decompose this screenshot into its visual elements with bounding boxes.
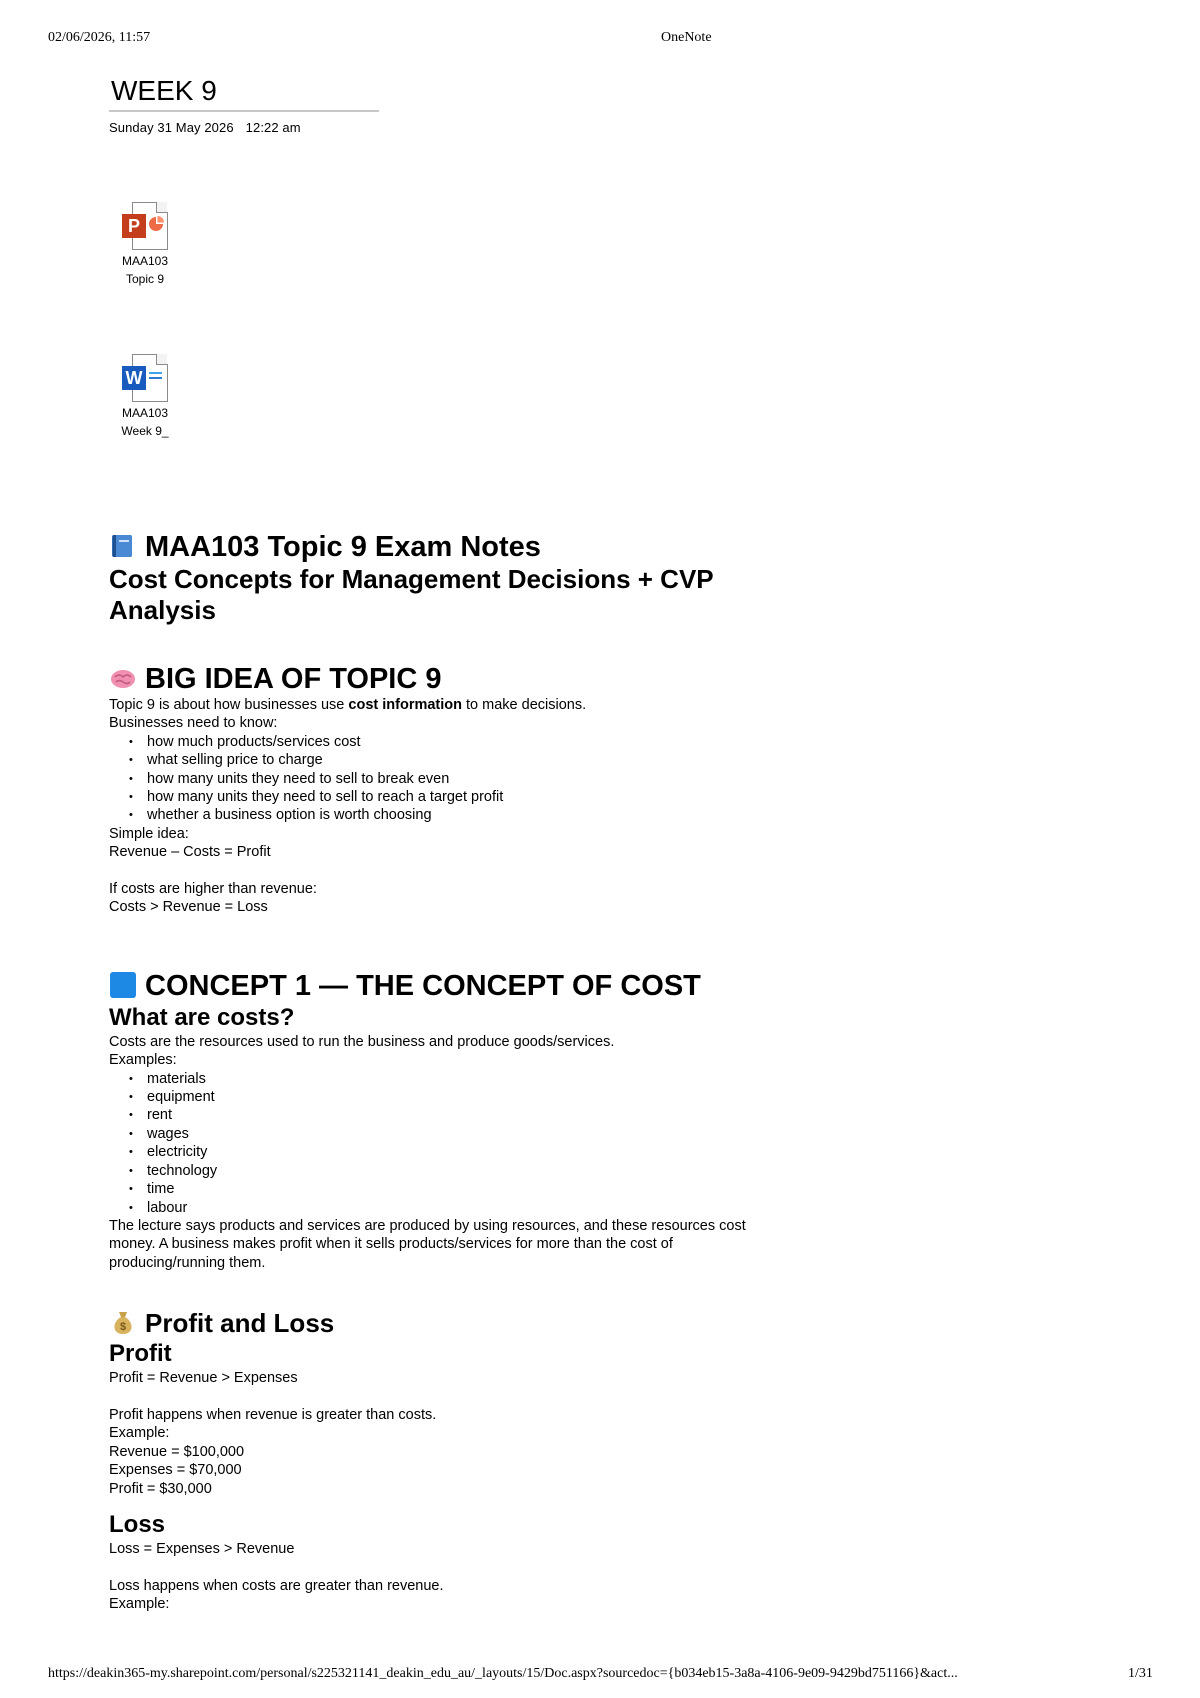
- example-profit: Profit = $30,000: [109, 1480, 212, 1497]
- print-app-name: OneNote: [661, 30, 712, 45]
- powerpoint-file-icon: P: [122, 200, 168, 252]
- svg-text:$: $: [119, 1321, 127, 1334]
- lecture-paragraph: The lecture says products and services are produced by using resources, and these resources cost money. A business makes profit when it sells products/services for more than the cost of producing/running them.: [109, 1217, 746, 1271]
- costs-definition: Costs are the resources used to run the business and produce goods/services.: [109, 1033, 615, 1050]
- list-item: • how many units they need to sell to reach a target profit: [109, 788, 749, 806]
- page-time: 12:22 am: [245, 120, 301, 135]
- page-date: Sunday 31 May 2026: [109, 120, 234, 135]
- profit-formula: Profit = Revenue > Expenses: [109, 1370, 298, 1387]
- example-expenses: Expenses = $70,000: [109, 1462, 242, 1479]
- attachment-powerpoint[interactable]: [110, 200, 174, 288]
- loss-example-label: Example:: [109, 1596, 170, 1613]
- list-item: • labour: [109, 1199, 749, 1217]
- list-item: • materials: [109, 1070, 749, 1088]
- print-header: [0, 30, 1200, 50]
- need-to-know-list: [109, 733, 749, 825]
- attachment-name-line2: Week 9_: [121, 424, 169, 438]
- cost-examples-list: [109, 1070, 749, 1217]
- attachment-name-line2: Topic 9: [125, 272, 165, 286]
- example-revenue: Revenue = $100,000: [109, 1443, 245, 1460]
- need-to-know-line: Businesses need to know:: [109, 715, 278, 732]
- list-item: • what selling price to charge: [109, 751, 749, 769]
- list-item: • wages: [109, 1125, 749, 1143]
- list-item: • electricity: [109, 1143, 749, 1161]
- print-url[interactable]: https://deakin365-my.sharepoint.com/personal/s225321141_deakin_edu_au/_layouts/15/Doc.aspx?sourcedoc={b034eb15-3a8a-4106-9e09-9429bd751166}&act...: [48, 1666, 958, 1681]
- list-item: • time: [109, 1180, 749, 1198]
- print-timestamp: 02/06/2026, 11:57: [48, 30, 151, 45]
- attachment-word[interactable]: [110, 352, 174, 440]
- blue-square-icon: [109, 971, 137, 999]
- list-item: • rent: [109, 1106, 749, 1124]
- brain-icon: [109, 664, 137, 692]
- profit-example-label: Example:: [109, 1425, 170, 1442]
- attachment-name-line1: MAA103: [121, 406, 169, 420]
- note-content[interactable]: [109, 530, 749, 1614]
- list-item: • technology: [109, 1162, 749, 1180]
- doc-title-text: MAA103 Topic 9 Exam Notes: [145, 531, 541, 563]
- cost-information-bold: cost information: [348, 697, 462, 713]
- money-bag-icon: [109, 1308, 137, 1336]
- doc-subtitle: Cost Concepts for Management Decisions + CVP Analysis: [109, 564, 714, 625]
- blue-book-icon: [109, 532, 137, 560]
- simple-idea-label: Simple idea:: [109, 825, 189, 842]
- loss-description: Loss happens when costs are greater than revenue.: [109, 1577, 444, 1594]
- loss-heading: Loss: [109, 1510, 166, 1538]
- list-item: • equipment: [109, 1088, 749, 1106]
- doc-title: [109, 530, 749, 564]
- section-heading-profit-loss: [109, 1308, 749, 1339]
- big-idea-heading-text: BIG IDEA OF TOPIC 9: [145, 663, 442, 695]
- loss-equation: Costs > Revenue = Loss: [109, 899, 268, 916]
- big-idea-intro: Topic 9 is about how businesses use cost information to make decisions.: [109, 697, 587, 713]
- list-item: • how many units they need to sell to break even: [109, 770, 749, 788]
- profit-description: Profit happens when revenue is greater than costs.: [109, 1406, 437, 1423]
- word-file-icon: W: [122, 352, 168, 404]
- section-heading-big-idea: [109, 662, 749, 696]
- if-costs-higher-line: If costs are higher than revenue:: [109, 881, 317, 898]
- print-page-count: 1/31: [1128, 1666, 1153, 1681]
- print-footer: [0, 1666, 1200, 1686]
- examples-label: Examples:: [109, 1052, 177, 1069]
- loss-formula: Loss = Expenses > Revenue: [109, 1540, 295, 1557]
- page-header: [109, 74, 749, 135]
- page-datetime: [109, 120, 749, 135]
- profit-equation: Revenue – Costs = Profit: [109, 844, 271, 861]
- profit-heading: Profit: [109, 1340, 172, 1368]
- section-heading-concept-1: [109, 969, 749, 1003]
- profit-loss-heading-text: Profit and Loss: [145, 1308, 335, 1339]
- concept-1-heading-text: CONCEPT 1 — THE CONCEPT OF COST: [145, 969, 701, 1002]
- what-are-costs-heading: What are costs?: [109, 1003, 295, 1031]
- list-item: • how much products/services cost: [109, 733, 749, 751]
- attachment-name-line1: MAA103: [121, 254, 169, 268]
- page-title[interactable]: WEEK 9: [109, 74, 379, 112]
- list-item: • whether a business option is worth choosing: [109, 806, 749, 824]
